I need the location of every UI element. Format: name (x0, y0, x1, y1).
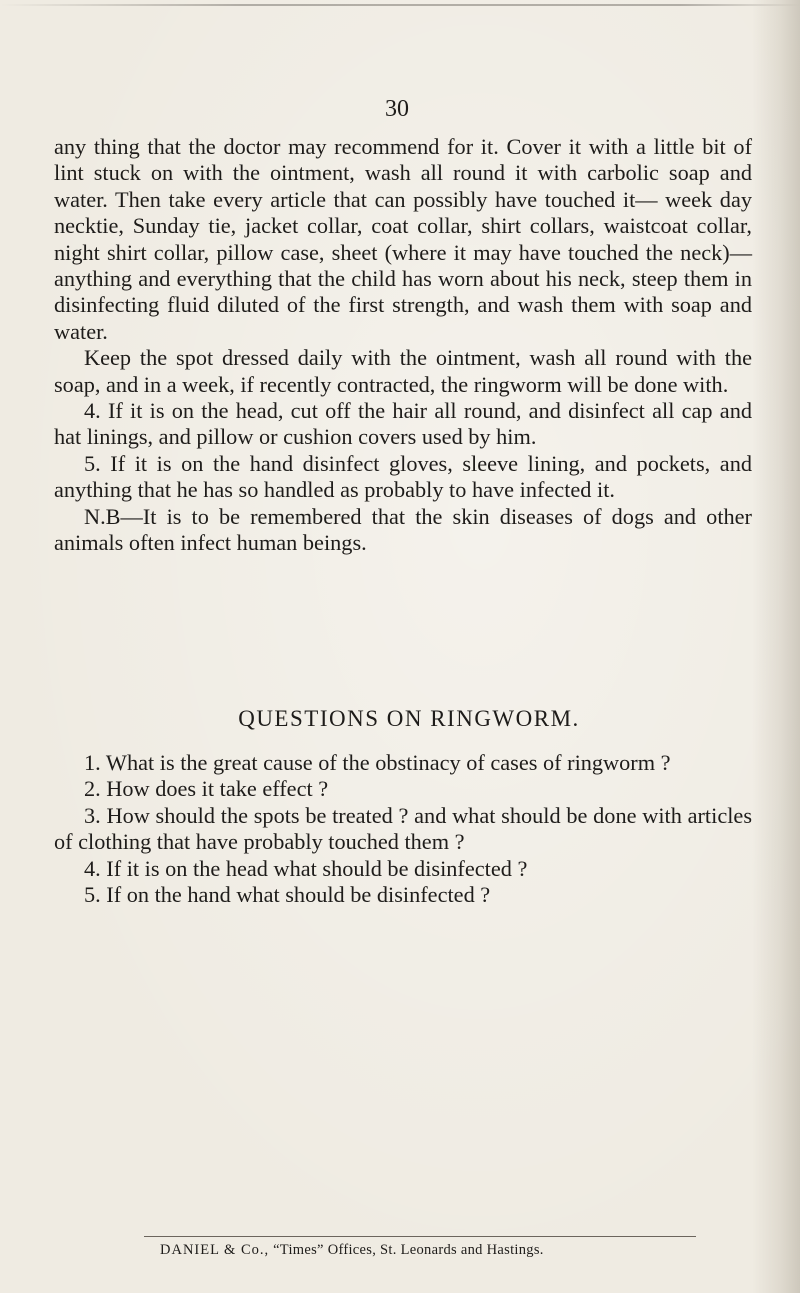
body-text (54, 134, 752, 557)
question-item: 3. How should the spots be treated ? and what should be done with articles of clothing that have probably touched them ? (54, 802, 752, 855)
paragraph-nota-bene: N.B—It is to be remembered that the skin diseases of dogs and other animals often infect human beings. (54, 503, 752, 556)
imprint-rule (144, 1236, 696, 1237)
questions-list (54, 750, 752, 908)
question-item: 2. How does it take effect ? (84, 776, 329, 802)
page-edge-shadow (752, 0, 800, 1293)
printer-imprint (160, 1242, 544, 1259)
top-rule (0, 4, 800, 6)
imprint-details: “Times” Offices, St. Leonards and Hastings. (273, 1242, 544, 1258)
questions-heading-text: QUESTIONS ON RINGWORM. (238, 706, 580, 731)
paragraph-cover-instructions: any thing that the doctor may recommend for it. Cover it with a little bit of lint stuck on with the ointment, wash all round it with carbolic soap and water. Then take every article that can possibly have touched it— week day necktie, Sunday tie, jacket collar, coat collar, shirt collars, waistcoat collar, night shirt collar, pillow case, sheet (where it may have touched the neck)— anything and everything that the child has worn about his neck, steep them in disinfecting fluid diluted of the first strength, and wash them with soap and water. (54, 134, 752, 344)
question-item: 5. If on the hand what should be disinfected ? (84, 882, 491, 908)
question-item: 1. What is the great cause of the obstinacy of cases of ringworm ? (84, 750, 671, 775)
question-item: 4. If it is on the head what should be disinfected ? (84, 855, 528, 881)
paragraph-hand-instructions: 5. If it is on the hand disinfect gloves, sleeve lining, and pockets, and anything that he has so handled as probably to have infected it. (54, 450, 752, 503)
page-number: 30 (385, 96, 409, 122)
paragraph-head-instructions: 4. If it is on the head, cut off the hair all round, and disinfect all cap and hat linings, and pillow or cushion covers used by him. (54, 398, 752, 450)
questions-heading (0, 706, 800, 732)
paragraph-keep-dressed: Keep the spot dressed daily with the ointment, wash all round with the soap, and in a week, if recently contracted, the ringworm will be done with. (54, 345, 752, 397)
imprint-publisher: DANIEL & Co., (160, 1242, 270, 1258)
